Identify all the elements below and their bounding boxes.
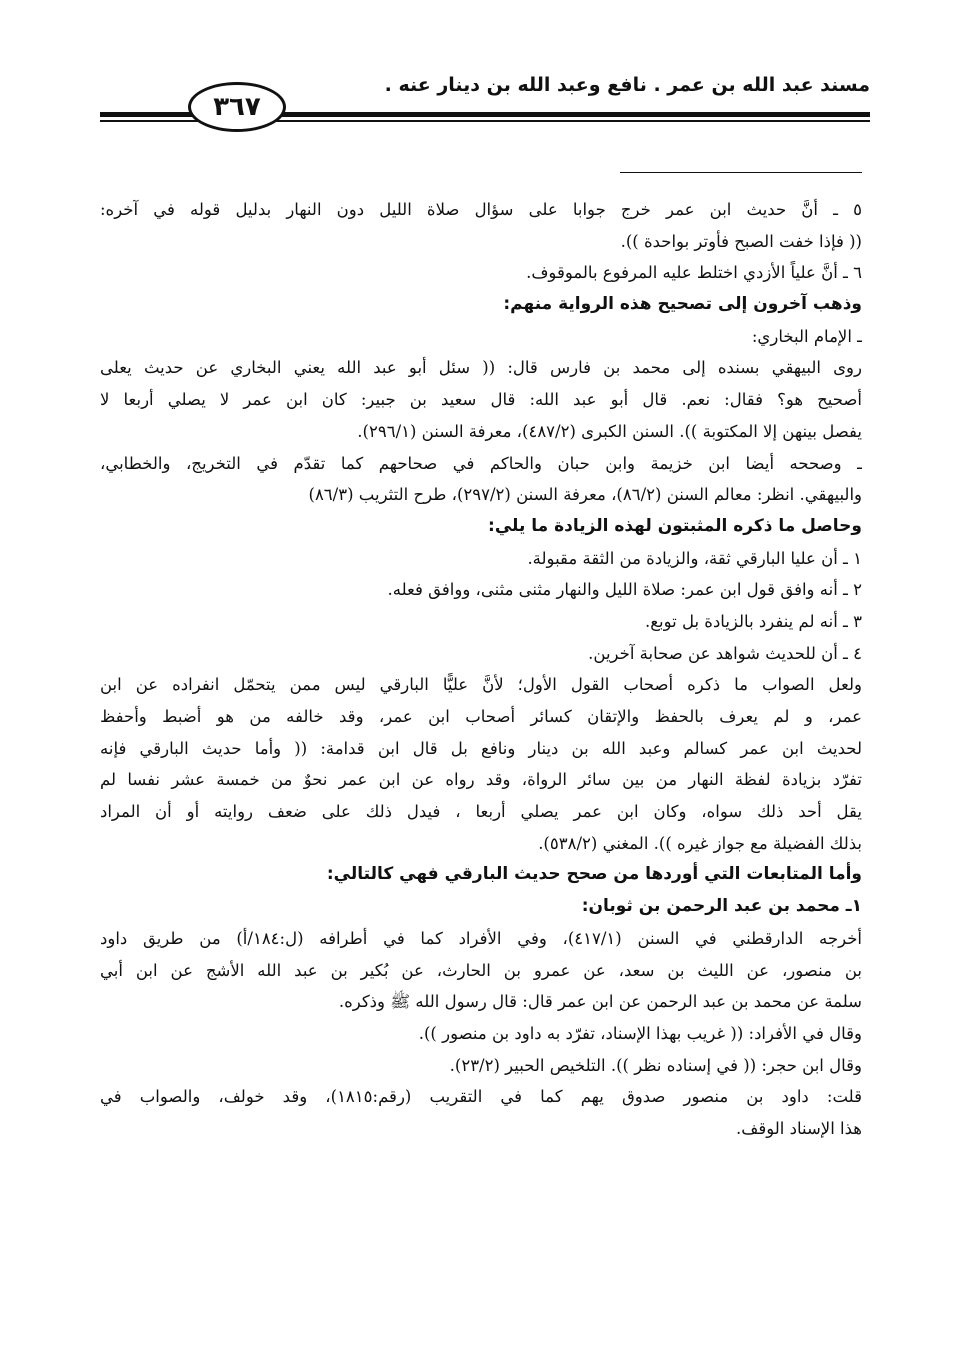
text-line: ٤ ـ أن للحديث شواهد عن صحابة آخرين. (588, 643, 862, 663)
footnote-separator-rule (620, 172, 862, 173)
section-heading-line: وأما المتابعات التي أوردها من صحح حديث البارقي فهي كالتالي: (326, 864, 862, 885)
page-number-badge (188, 82, 286, 132)
text-line: أخرجه الدارقطني في السنن (٤١٧/١)، وفي الأفراد كما في أطرافه (ل:١٨٤/أ) من طريق داود (100, 928, 862, 948)
text-line: سلمة عن محمد بن عبد الرحمن عن ابن عمر قال: قال رسول الله ﷺ وذكره. (338, 992, 862, 1012)
text-line: ـ الإمام البخاري: (751, 326, 862, 346)
text-line: تفرّد بزيادة لفظة النهار من بين سائر الرواة، وقد رواه عن ابن عمر نحوٌ من خمسة عشر نفسا لم (100, 770, 862, 790)
text-line: ٦ ـ أنَّ علياً الأزدي اختلط عليه المرفوع بالموقوف. (526, 263, 862, 283)
text-line: ٥ ـ أنَّ حديث ابن عمر خرج جوابا على سؤال صلاة الليل دون النهار بدليل قوله في آخره: (100, 200, 862, 219)
text-line: قلت: داود بن منصور صدوق يهم كما في التقريب (رقم:١٨١٥)، وقد خولف، والصواب في (100, 1087, 862, 1107)
text-line: (( فإذا خفت الصبح فأوتر بواحدة )). (620, 231, 862, 251)
text-line: يقل أحد ذلك سواه، وكان ابن عمر يصلي أربعا ، فيدل ذلك على ضعف روايته أو أن المراد (100, 802, 862, 822)
text-line: بن منصور، عن الليث بن سعد، عن عمرو بن الحارث، عن بُكير بن عبد الله الأشج عن ابن أبي (100, 960, 862, 980)
text-line: بذلك الفضيلة مع جواز غيره )). المغني (٥٣٨/٢). (538, 833, 862, 853)
running-title: مسند عبد الله بن عمر . نافع وعبد الله بن دينار عنه . (384, 74, 870, 96)
page-header (100, 62, 870, 132)
text-line: أصحيح هو؟ فقال: نعم. قال أبو عبد الله: قال سعيد بن جبير: كان ابن عمر لا يصلي أربعا لا (100, 390, 862, 410)
section-heading-line: وحاصل ما ذكره المثبتون لهذه الزيادة ما يلي: (488, 515, 862, 536)
text-line: ٣ ـ أنه لم ينفرد بالزيادة بل توبع. (644, 611, 862, 631)
page-number: ٣٦٧ (213, 92, 261, 122)
section-heading-line: ١ـ محمد بن عبد الرحمن بن ثوبان: (581, 896, 862, 917)
text-line: وقال ابن حجر: (( في إسناده نظر )). التلخيص الحبير (٢٣/٢). (449, 1055, 862, 1075)
text-line: ـ وصححه أيضا ابن خزيمة وابن حبان والحاكم في صحاحهم كما تقدّم في التخريج، والخطابي، (100, 453, 862, 473)
text-line: يفصل بينهن إلا المكتوبة )). السنن الكبرى (٤٨٧/٢)، معرفة السنن (٢٩٦/١). (357, 421, 862, 441)
text-line: ولعل الصواب ما ذكره أصحاب القول الأول؛ لأنَّ عليًّا البارقي ليس ممن يتحمّل انفراده عن ابن (100, 675, 862, 695)
text-line: ٢ ـ أنه وافق قول ابن عمر: صلاة الليل والنهار مثنى مثنى، ووافق فعله. (387, 580, 862, 600)
text-line: ١ ـ أن عليا البارقي ثقة، والزيادة من الثقة مقبولة. (527, 548, 862, 568)
text-line: وقال في الأفراد: (( غريب بهذا الإسناد، تفرّد به داود بن منصور )). (418, 1023, 862, 1043)
body-text (100, 194, 862, 1145)
section-heading-line: وذهب آخرون إلى تصحيح هذه الرواية منهم: (503, 294, 862, 315)
text-line: والبيهقي. انظر: معالم السنن (٨٦/٢)، معرفة السنن (٢٩٧/٢)، طرح التثريب (٨٦/٣) (308, 485, 862, 505)
text-line: هذا الإسناد الوقف. (736, 1118, 862, 1138)
text-line: لحديث ابن عمر كسالم وعبد الله بن دينار ونافع بل قال ابن قدامة: (( وأما حديث البارقي فإنه (100, 738, 862, 758)
text-line: روى البيهقي بسنده إلى محمد بن فارس قال: (( سئل أبو عبد الله يعني البخاري عن حديث يعلى (100, 358, 862, 378)
text-line: عمر، و لم يعرف بالحفظ والإتقان كسائر أصحاب ابن عمر، وقد خالفه من هو أضبط وأحفظ (100, 707, 862, 726)
